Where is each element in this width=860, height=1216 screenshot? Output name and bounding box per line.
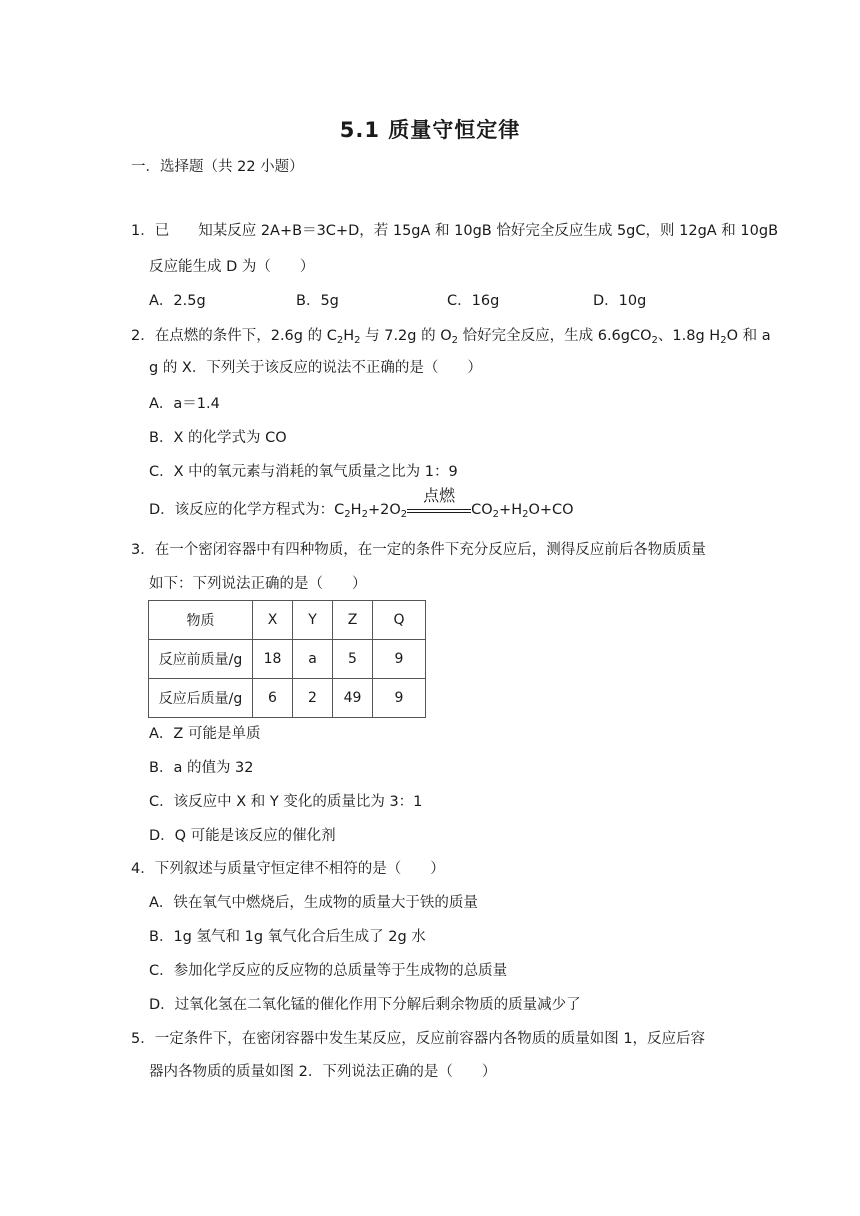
table-header-row <box>149 601 426 640</box>
table-cell: 18 <box>253 640 293 679</box>
q2-text: 2．在点燃的条件下，2.6g 的 C <box>131 328 337 344</box>
table-cell: 6 <box>253 679 293 718</box>
q2-option-c: C．X 中的氧元素与消耗的氧气质量之比为 1：9 <box>149 464 458 480</box>
q4-stem: 4．下列叙述与质量守恒定律不相符的是（ ） <box>131 861 445 877</box>
q2-option-b: B．X 的化学式为 CO <box>149 430 287 446</box>
q3-option-b: B．a 的值为 32 <box>149 760 254 776</box>
subscript: 2 <box>720 335 727 346</box>
subscript: 2 <box>361 509 368 520</box>
q4-option-b: B．1g 氢气和 1g 氧气化合后生成了 2g 水 <box>149 929 426 945</box>
q3-option-d: D．Q 可能是该反应的催化剂 <box>149 828 336 844</box>
reaction-condition: 点燃 <box>423 486 456 505</box>
table-cell: Z <box>333 601 373 640</box>
table-cell: 2 <box>293 679 333 718</box>
q2-text: O 和 a <box>726 328 771 344</box>
q4-option-a: A．铁在氧气中燃烧后，生成物的质量大于铁的质量 <box>149 895 478 911</box>
table-cell: 49 <box>333 679 373 718</box>
q2-stem-line1 <box>131 326 771 346</box>
subscript: 2 <box>451 335 458 346</box>
q3-stem-line1: 3．在一个密闭容器中有四种物质，在一定的条件下充分反应后，测得反应前后各物质质量 <box>131 542 706 558</box>
table-cell: Y <box>293 601 333 640</box>
q2-text: 恰好完全反应，生成 6.6gCO <box>458 328 652 344</box>
q2-stem-line2: g 的 X．下列关于该反应的说法不正确的是（ ） <box>149 360 482 376</box>
q2-text: 、1.8g H <box>657 328 721 344</box>
q2d-text: +2O <box>367 502 401 518</box>
q2d-text: +H <box>499 502 523 518</box>
q2-option-a: A．a＝1.4 <box>149 396 220 412</box>
q2d-text: O+CO <box>528 502 574 518</box>
subscript: 2 <box>344 509 351 520</box>
subscript: 2 <box>336 335 344 346</box>
subscript: 2 <box>522 509 529 520</box>
table-cell: 物质 <box>149 601 253 640</box>
table-cell: Q <box>373 601 426 640</box>
table-cell: 9 <box>373 640 426 679</box>
q1-option-a: A．2.5g <box>149 293 206 309</box>
q1-option-b: B．5g <box>296 293 339 309</box>
q2d-text: CO <box>471 502 493 518</box>
q2-text: 与 7.2g 的 O <box>360 328 452 344</box>
q5-stem-line2: 器内各物质的质量如图 2．下列说法正确的是（ ） <box>149 1064 497 1080</box>
q2d-text: H <box>350 502 362 518</box>
q3-option-c: C．该反应中 X 和 Y 变化的质量比为 3：1 <box>149 794 423 810</box>
table-cell: X <box>253 601 293 640</box>
table-cell: 反应后质量/g <box>149 679 253 718</box>
q3-option-a: A．Z 可能是单质 <box>149 726 261 742</box>
table-cell: 5 <box>333 640 373 679</box>
q3-stem-line2: 如下：下列说法正确的是（ ） <box>149 576 367 592</box>
q2d-text: D．该反应的化学方程式为：C <box>149 502 345 518</box>
table-cell: 9 <box>373 679 426 718</box>
table-row <box>149 679 426 718</box>
q1-stem-line1: 1．已 知某反应 2A+B＝3C+D，若 15gA 和 10gB 恰好完全反应生成 5gC，则 12gA 和 10gB <box>131 223 779 239</box>
subscript: 2 <box>400 509 408 520</box>
section-heading: 一．选择题（共 22 小题） <box>131 159 304 175</box>
q2-text: H <box>343 328 355 344</box>
q2-option-d <box>149 486 574 520</box>
subscript: 2 <box>651 335 658 346</box>
subscript: 2 <box>492 509 500 520</box>
q4-option-c: C．参加化学反应的反应物的总质量等于生成物的总质量 <box>149 963 508 979</box>
table-row <box>149 640 426 679</box>
mass-table <box>148 600 426 718</box>
page-title: 5.1 质量守恒定律 <box>339 118 521 142</box>
table-cell: 反应前质量/g <box>149 640 253 679</box>
table-cell: a <box>293 640 333 679</box>
reaction-arrow <box>407 486 471 520</box>
q1-option-c: C．16g <box>447 293 500 309</box>
q1-stem-line2: 反应能生成 D 为（ ） <box>149 259 315 275</box>
q1-option-d: D．10g <box>593 293 647 309</box>
q4-option-d: D．过氧化氢在二氧化锰的催化作用下分解后剩余物质的质量减少了 <box>149 997 581 1013</box>
q5-stem-line1: 5．一定条件下，在密闭容器中发生某反应，反应前容器内各物质的质量如图 1，反应后容 <box>131 1031 706 1047</box>
subscript: 2 <box>354 335 361 346</box>
